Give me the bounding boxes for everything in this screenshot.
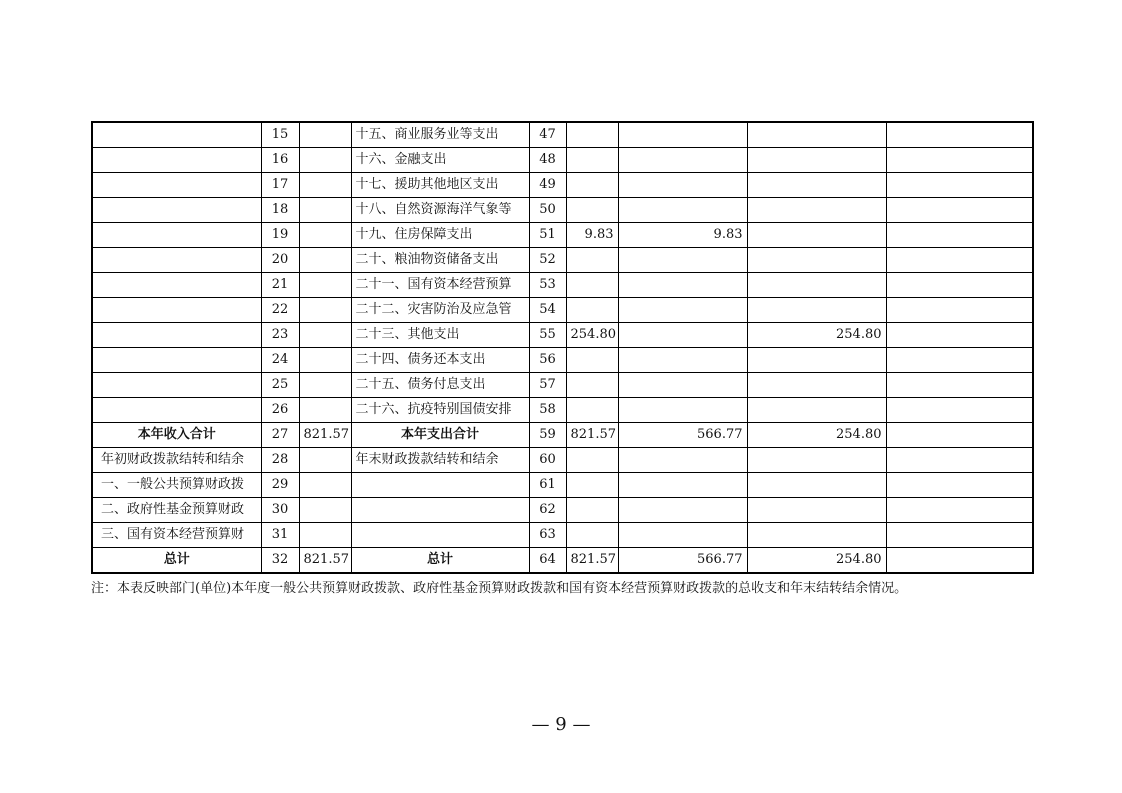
table-row xyxy=(92,348,1033,373)
table-row xyxy=(92,448,1033,473)
income-amount-cell xyxy=(299,373,351,398)
income-row-number-cell: 24 xyxy=(261,348,299,373)
income-row-number-cell: 27 xyxy=(261,423,299,448)
income-row-number-cell: 17 xyxy=(261,173,299,198)
expense-total-cell: 254.80 xyxy=(566,323,618,348)
income-item-cell xyxy=(92,298,261,323)
income-item-cell: 本年收入合计 xyxy=(92,423,261,448)
table-row xyxy=(92,198,1033,223)
project-expense-cell xyxy=(747,348,886,373)
project-expense-cell xyxy=(747,498,886,523)
income-amount-cell xyxy=(299,448,351,473)
expense-total-cell xyxy=(566,173,618,198)
income-row-number-cell: 25 xyxy=(261,373,299,398)
basic-expense-cell xyxy=(618,398,747,423)
income-item-cell xyxy=(92,323,261,348)
expense-row-number-cell: 62 xyxy=(529,498,566,523)
basic-expense-cell xyxy=(618,273,747,298)
expense-item-cell: 二十三、其他支出 xyxy=(351,323,529,348)
extra-cell xyxy=(886,198,1033,223)
expense-item-cell: 二十六、抗疫特别国债安排 xyxy=(351,398,529,423)
project-expense-cell: 254.80 xyxy=(747,548,886,574)
expense-item-cell xyxy=(351,473,529,498)
table-row xyxy=(92,248,1033,273)
expense-item-cell: 十七、援助其他地区支出 xyxy=(351,173,529,198)
income-item-cell: 总计 xyxy=(92,548,261,574)
basic-expense-cell xyxy=(618,122,747,148)
income-row-number-cell: 18 xyxy=(261,198,299,223)
table-row xyxy=(92,223,1033,248)
income-row-number-cell: 16 xyxy=(261,148,299,173)
expense-row-number-cell: 55 xyxy=(529,323,566,348)
basic-expense-cell xyxy=(618,198,747,223)
expense-total-cell xyxy=(566,348,618,373)
extra-cell xyxy=(886,173,1033,198)
table-row xyxy=(92,398,1033,423)
extra-cell xyxy=(886,373,1033,398)
expense-row-number-cell: 63 xyxy=(529,523,566,548)
expense-item-cell: 二十二、灾害防治及应急管 xyxy=(351,298,529,323)
expense-item-cell xyxy=(351,498,529,523)
income-amount-cell xyxy=(299,323,351,348)
income-row-number-cell: 30 xyxy=(261,498,299,523)
basic-expense-cell: 566.77 xyxy=(618,423,747,448)
expense-row-number-cell: 59 xyxy=(529,423,566,448)
expense-row-number-cell: 57 xyxy=(529,373,566,398)
extra-cell xyxy=(886,548,1033,574)
basic-expense-cell xyxy=(618,448,747,473)
income-row-number-cell: 29 xyxy=(261,473,299,498)
income-row-number-cell: 23 xyxy=(261,323,299,348)
project-expense-cell xyxy=(747,223,886,248)
income-item-cell xyxy=(92,223,261,248)
expense-total-cell: 821.57 xyxy=(566,423,618,448)
income-item-cell xyxy=(92,198,261,223)
basic-expense-cell xyxy=(618,523,747,548)
expense-item-cell: 十六、金融支出 xyxy=(351,148,529,173)
project-expense-cell xyxy=(747,398,886,423)
income-amount-cell xyxy=(299,523,351,548)
table-row xyxy=(92,498,1033,523)
table-row xyxy=(92,273,1033,298)
expense-row-number-cell: 56 xyxy=(529,348,566,373)
expense-total-cell xyxy=(566,148,618,173)
income-row-number-cell: 26 xyxy=(261,398,299,423)
table-row xyxy=(92,523,1033,548)
income-item-cell xyxy=(92,398,261,423)
income-row-number-cell: 22 xyxy=(261,298,299,323)
table-row xyxy=(92,173,1033,198)
extra-cell xyxy=(886,498,1033,523)
expense-total-cell xyxy=(566,198,618,223)
expense-item-cell: 年末财政拨款结转和结余 xyxy=(351,448,529,473)
income-amount-cell xyxy=(299,198,351,223)
expense-row-number-cell: 49 xyxy=(529,173,566,198)
expense-total-cell xyxy=(566,373,618,398)
project-expense-cell xyxy=(747,173,886,198)
table-body xyxy=(92,122,1033,573)
income-item-cell xyxy=(92,348,261,373)
income-row-number-cell: 28 xyxy=(261,448,299,473)
extra-cell xyxy=(886,223,1033,248)
expense-row-number-cell: 47 xyxy=(529,122,566,148)
table-row xyxy=(92,473,1033,498)
budget-table xyxy=(91,121,1034,574)
expense-row-number-cell: 60 xyxy=(529,448,566,473)
expense-total-cell xyxy=(566,273,618,298)
project-expense-cell xyxy=(747,122,886,148)
income-item-cell xyxy=(92,148,261,173)
expense-total-cell xyxy=(566,473,618,498)
income-item-cell: 三、国有资本经营预算财 xyxy=(92,523,261,548)
income-row-number-cell: 32 xyxy=(261,548,299,574)
extra-cell xyxy=(886,423,1033,448)
extra-cell xyxy=(886,298,1033,323)
expense-row-number-cell: 64 xyxy=(529,548,566,574)
basic-expense-cell xyxy=(618,148,747,173)
expense-row-number-cell: 53 xyxy=(529,273,566,298)
expense-total-cell xyxy=(566,122,618,148)
table-row xyxy=(92,423,1033,448)
income-item-cell xyxy=(92,373,261,398)
expense-total-cell xyxy=(566,298,618,323)
income-row-number-cell: 21 xyxy=(261,273,299,298)
extra-cell xyxy=(886,523,1033,548)
expense-row-number-cell: 51 xyxy=(529,223,566,248)
project-expense-cell xyxy=(747,148,886,173)
extra-cell xyxy=(886,273,1033,298)
income-amount-cell xyxy=(299,273,351,298)
income-amount-cell xyxy=(299,148,351,173)
expense-item-cell: 总计 xyxy=(351,548,529,574)
project-expense-cell xyxy=(747,273,886,298)
table-row xyxy=(92,373,1033,398)
project-expense-cell xyxy=(747,448,886,473)
income-row-number-cell: 19 xyxy=(261,223,299,248)
expense-row-number-cell: 52 xyxy=(529,248,566,273)
income-item-cell: 一、一般公共预算财政拨 xyxy=(92,473,261,498)
basic-expense-cell: 9.83 xyxy=(618,223,747,248)
income-amount-cell xyxy=(299,122,351,148)
expense-total-cell xyxy=(566,498,618,523)
income-amount-cell xyxy=(299,298,351,323)
income-amount-cell: 821.57 xyxy=(299,423,351,448)
expense-total-cell xyxy=(566,398,618,423)
expense-total-cell: 821.57 xyxy=(566,548,618,574)
table-row xyxy=(92,122,1033,148)
basic-expense-cell xyxy=(618,298,747,323)
income-amount-cell xyxy=(299,398,351,423)
project-expense-cell xyxy=(747,473,886,498)
expense-total-cell xyxy=(566,523,618,548)
income-amount-cell xyxy=(299,473,351,498)
project-expense-cell xyxy=(747,248,886,273)
expense-row-number-cell: 54 xyxy=(529,298,566,323)
income-row-number-cell: 15 xyxy=(261,122,299,148)
table-row xyxy=(92,548,1033,574)
income-amount-cell: 821.57 xyxy=(299,548,351,574)
income-item-cell xyxy=(92,173,261,198)
extra-cell xyxy=(886,448,1033,473)
extra-cell xyxy=(886,148,1033,173)
expense-item-cell: 二十、粮油物资储备支出 xyxy=(351,248,529,273)
basic-expense-cell xyxy=(618,373,747,398)
basic-expense-cell xyxy=(618,323,747,348)
income-row-number-cell: 20 xyxy=(261,248,299,273)
income-item-cell: 年初财政拨款结转和结余 xyxy=(92,448,261,473)
income-amount-cell xyxy=(299,348,351,373)
project-expense-cell xyxy=(747,373,886,398)
extra-cell xyxy=(886,248,1033,273)
expense-item-cell: 本年支出合计 xyxy=(351,423,529,448)
expense-row-number-cell: 61 xyxy=(529,473,566,498)
expense-item-cell: 二十五、债务付息支出 xyxy=(351,373,529,398)
project-expense-cell: 254.80 xyxy=(747,423,886,448)
expense-total-cell: 9.83 xyxy=(566,223,618,248)
basic-expense-cell xyxy=(618,348,747,373)
extra-cell xyxy=(886,348,1033,373)
income-row-number-cell: 31 xyxy=(261,523,299,548)
income-amount-cell xyxy=(299,223,351,248)
page-number: — 9 — xyxy=(531,714,591,735)
project-expense-cell xyxy=(747,298,886,323)
extra-cell xyxy=(886,122,1033,148)
expense-item-cell: 十八、自然资源海洋气象等 xyxy=(351,198,529,223)
expense-total-cell xyxy=(566,248,618,273)
project-expense-cell xyxy=(747,523,886,548)
expense-item-cell: 十五、商业服务业等支出 xyxy=(351,122,529,148)
income-item-cell xyxy=(92,248,261,273)
income-item-cell: 二、政府性基金预算财政 xyxy=(92,498,261,523)
basic-expense-cell: 566.77 xyxy=(618,548,747,574)
income-item-cell xyxy=(92,273,261,298)
expense-item-cell xyxy=(351,523,529,548)
project-expense-cell: 254.80 xyxy=(747,323,886,348)
table-row xyxy=(92,298,1033,323)
table-row xyxy=(92,323,1033,348)
income-amount-cell xyxy=(299,498,351,523)
extra-cell xyxy=(886,323,1033,348)
basic-expense-cell xyxy=(618,473,747,498)
project-expense-cell xyxy=(747,198,886,223)
table-row xyxy=(92,148,1033,173)
income-amount-cell xyxy=(299,173,351,198)
extra-cell xyxy=(886,398,1033,423)
expense-total-cell xyxy=(566,448,618,473)
table-note: 注：本表反映部门(单位)本年度一般公共预算财政拨款、政府性基金预算财政拨款和国有资本经营预算财政拨款的总收支和年末结转结余情况。 xyxy=(91,581,908,596)
extra-cell xyxy=(886,473,1033,498)
expense-row-number-cell: 48 xyxy=(529,148,566,173)
income-item-cell xyxy=(92,122,261,148)
expense-item-cell: 二十一、国有资本经营预算 xyxy=(351,273,529,298)
basic-expense-cell xyxy=(618,173,747,198)
expense-item-cell: 二十四、债务还本支出 xyxy=(351,348,529,373)
expense-row-number-cell: 50 xyxy=(529,198,566,223)
expense-row-number-cell: 58 xyxy=(529,398,566,423)
expense-item-cell: 十九、住房保障支出 xyxy=(351,223,529,248)
income-amount-cell xyxy=(299,248,351,273)
basic-expense-cell xyxy=(618,248,747,273)
basic-expense-cell xyxy=(618,498,747,523)
